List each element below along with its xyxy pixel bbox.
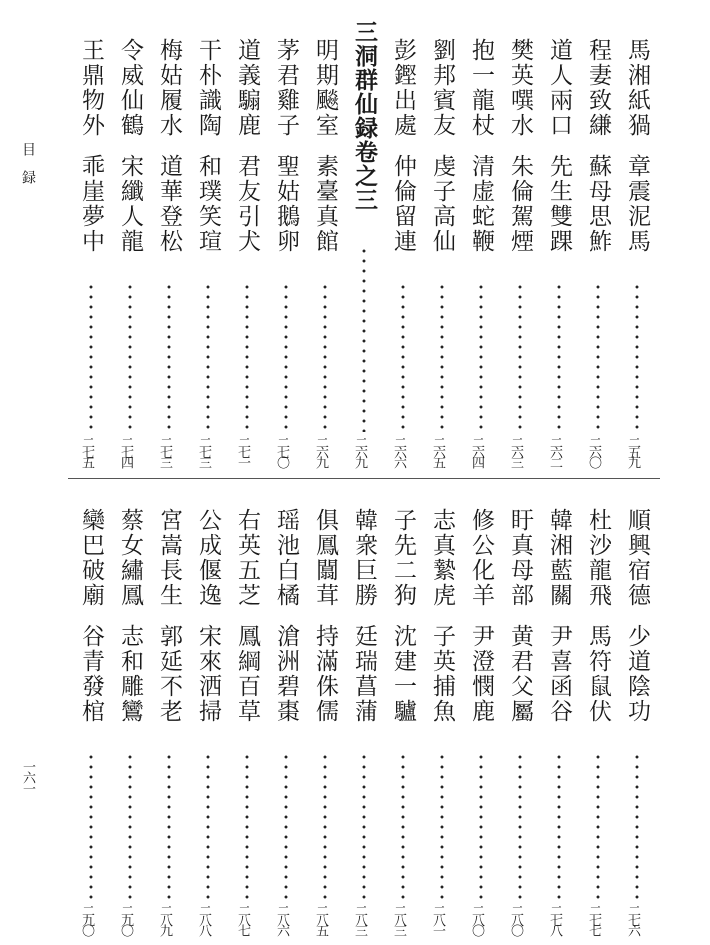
entry-title-b: 滄洲碧棗 xyxy=(273,624,299,724)
entry-title-a: 茅君雞子 xyxy=(273,38,299,138)
leader-dots xyxy=(284,282,288,434)
entry-title-a: 道人兩口 xyxy=(546,38,572,138)
entry-title-a: 彭鏗出處 xyxy=(390,38,416,138)
entry-page: 二七七 xyxy=(586,904,601,934)
entry-title-a: 杜沙龍飛 xyxy=(585,508,611,608)
entry-title-a: 程妻致縑 xyxy=(585,38,611,138)
entry-title-a: 公成偃逸 xyxy=(195,508,221,608)
toc-entry xyxy=(306,484,344,940)
entry-title-a: 馬湘紙猧 xyxy=(624,38,650,138)
leader-dots xyxy=(323,282,327,434)
entry-title-b: 乖崖夢中 xyxy=(78,154,104,254)
toc-entry xyxy=(72,14,110,474)
entry-page: 二八五 xyxy=(313,904,328,934)
entry-title-a: 道義騸鹿 xyxy=(234,38,260,138)
toc-entry xyxy=(423,14,461,474)
entry-title-a: 瑶池白橘 xyxy=(273,508,299,608)
entry-title-a: 樊英噀水 xyxy=(507,38,533,138)
entry-page: 二七一 xyxy=(235,436,250,466)
entry-title-b: 虔子高仙 xyxy=(429,154,455,254)
leader-dots xyxy=(284,752,288,902)
entry-title-b: 清虚蛇鞭 xyxy=(468,154,494,254)
leader-dots xyxy=(128,282,132,434)
entry-title-b: 章震泥馬 xyxy=(624,154,650,254)
leader-dots xyxy=(89,282,93,434)
entry-page: 二八三 xyxy=(391,904,406,934)
toc-entry xyxy=(228,14,266,474)
toc-top-half xyxy=(68,14,660,474)
leader-dots xyxy=(557,752,561,902)
entry-page: 二七八 xyxy=(547,904,562,934)
entry-title-a: 抱一龍杖 xyxy=(468,38,494,138)
toc-entry xyxy=(150,484,188,940)
toc-entry xyxy=(267,484,305,940)
entry-title-b: 仲倫留連 xyxy=(390,154,416,254)
entry-title-a: 修公化羊 xyxy=(468,508,494,608)
entry-page: 二八七 xyxy=(235,904,250,934)
toc-entry xyxy=(228,484,266,940)
toc-entry xyxy=(423,484,461,940)
entry-title-a: 明期飈室 xyxy=(312,38,338,138)
entry-title-b: 馬符鼠伏 xyxy=(585,624,611,724)
toc-entry xyxy=(150,14,188,474)
entry-title-a: 俱鳳闒茸 xyxy=(312,508,338,608)
entry-title-b: 先生雙踝 xyxy=(546,154,572,254)
leader-dots xyxy=(518,752,522,902)
entry-page: 二五九 xyxy=(625,436,640,466)
entry-title-b: 和璞笑瑄 xyxy=(195,154,221,254)
entry-page: 二六二 xyxy=(547,436,562,466)
entry-title-b: 持滿侏儒 xyxy=(312,624,338,724)
toc-entry xyxy=(72,484,110,940)
entry-title-a: 干朴識陶 xyxy=(195,38,221,138)
entry-page: 二八〇 xyxy=(469,904,484,934)
chapter-heading: 三洞群仙録卷之三 xyxy=(351,20,378,212)
entry-title-b: 聖姑鵝卵 xyxy=(273,154,299,254)
leader-dots xyxy=(596,752,600,902)
entry-title-a: 令威仙鶴 xyxy=(117,38,143,138)
leader-dots xyxy=(596,282,600,434)
leader-dots xyxy=(401,752,405,902)
entry-title-a: 志真縶虎 xyxy=(429,508,455,608)
entry-title-b: 少道陰功 xyxy=(624,624,650,724)
entry-page: 二八三 xyxy=(352,904,367,934)
entry-title-b: 宋纖人龍 xyxy=(117,154,143,254)
entry-title-b: 沈建一驢 xyxy=(390,624,416,724)
entry-title-a: 韓衆巨勝 xyxy=(351,508,377,608)
entry-title-b: 君友引犬 xyxy=(234,154,260,254)
entry-page: 二六六 xyxy=(391,436,406,466)
leader-dots xyxy=(479,282,483,434)
entry-title-a: 子先二狗 xyxy=(390,508,416,608)
toc-bottom-half xyxy=(68,484,660,940)
leader-dots xyxy=(635,752,639,902)
entry-page: 二八八 xyxy=(196,904,211,934)
leader-dots xyxy=(89,752,93,902)
entry-page: 二六三 xyxy=(508,436,523,466)
entry-page: 二七〇 xyxy=(274,436,289,466)
entry-title-a: 欒巴破廟 xyxy=(78,508,104,608)
leader-dots xyxy=(440,752,444,902)
entry-page: 二七六 xyxy=(625,904,640,934)
leader-dots xyxy=(245,282,249,434)
entry-title-a: 順興宿德 xyxy=(624,508,650,608)
toc-entry xyxy=(111,14,149,474)
entry-title-a: 韓湘藍關 xyxy=(546,508,572,608)
leader-dots xyxy=(635,282,639,434)
toc-entry xyxy=(189,14,227,474)
leader-dots xyxy=(167,282,171,434)
entry-title-a: 盱真母部 xyxy=(507,508,533,608)
entry-title-b: 黄君父屬 xyxy=(507,624,533,724)
entry-title-b: 鳳綱百草 xyxy=(234,624,260,724)
entry-page: 二九〇 xyxy=(79,904,94,934)
half-divider-rule xyxy=(68,478,660,479)
leader-dots xyxy=(479,752,483,902)
entry-page: 二八〇 xyxy=(508,904,523,934)
leader-dots xyxy=(206,752,210,902)
entry-page: 二八一 xyxy=(430,904,445,934)
toc-entry xyxy=(345,484,383,940)
toc-entry xyxy=(384,484,422,940)
leader-dots xyxy=(557,282,561,434)
entry-page: 二八六 xyxy=(274,904,289,934)
leader-dots xyxy=(362,246,366,432)
entry-page: 二八九 xyxy=(157,904,172,934)
entry-page: 二七四 xyxy=(118,436,133,466)
entry-title-b: 廷瑞菖蒲 xyxy=(351,624,377,724)
entry-title-b: 郭延不老 xyxy=(156,624,182,724)
leader-dots xyxy=(323,752,327,902)
section-label: 目録 xyxy=(20,142,36,198)
toc-entry xyxy=(579,14,617,474)
leader-dots xyxy=(401,282,405,434)
toc-entry xyxy=(462,484,500,940)
leader-dots xyxy=(518,282,522,434)
toc-entry xyxy=(462,14,500,474)
entry-title-b: 谷青發棺 xyxy=(78,624,104,724)
toc-chapter-heading xyxy=(345,14,383,474)
entry-title-a: 右英五芝 xyxy=(234,508,260,608)
toc-entry xyxy=(618,14,656,474)
leader-dots xyxy=(440,282,444,434)
toc-entry xyxy=(579,484,617,940)
entry-page: 二七五 xyxy=(79,436,94,466)
toc-entry xyxy=(618,484,656,940)
toc-entry xyxy=(306,14,344,474)
entry-title-a: 劉邦賓友 xyxy=(429,38,455,138)
leader-dots xyxy=(362,752,366,902)
entry-title-a: 蔡女繡鳳 xyxy=(117,508,143,608)
toc-entry xyxy=(111,484,149,940)
toc-entry xyxy=(540,14,578,474)
entry-page: 二六九 xyxy=(313,436,328,466)
toc-entry xyxy=(267,14,305,474)
entry-page: 二六四 xyxy=(469,436,484,466)
entry-page: 二七三 xyxy=(196,436,211,466)
entry-page: 二六〇 xyxy=(586,436,601,466)
leader-dots xyxy=(245,752,249,902)
entry-title-b: 朱倫駕煙 xyxy=(507,154,533,254)
entry-page: 二九〇 xyxy=(118,904,133,934)
entry-page: 二六五 xyxy=(430,436,445,466)
leader-dots xyxy=(128,752,132,902)
toc-entry xyxy=(189,484,227,940)
toc-entry xyxy=(501,14,539,474)
entry-title-a: 王鼎物外 xyxy=(78,38,104,138)
entry-title-b: 道華登松 xyxy=(156,154,182,254)
leader-dots xyxy=(206,282,210,434)
entry-title-b: 宋來洒掃 xyxy=(195,624,221,724)
folio-page-number: 一六一 xyxy=(20,760,35,793)
leader-dots xyxy=(167,752,171,902)
toc-entry xyxy=(384,14,422,474)
entry-title-a: 梅姑履水 xyxy=(156,38,182,138)
entry-title-b: 素臺真館 xyxy=(312,154,338,254)
entry-title-b: 尹澄憫鹿 xyxy=(468,624,494,724)
toc-entry xyxy=(501,484,539,940)
entry-title-b: 子英捕魚 xyxy=(429,624,455,724)
toc-entry xyxy=(540,484,578,940)
entry-title-a: 宮嵩長生 xyxy=(156,508,182,608)
entry-title-b: 蘇母思鮓 xyxy=(585,154,611,254)
entry-page: 二六九 xyxy=(352,436,367,466)
entry-title-b: 尹喜函谷 xyxy=(546,624,572,724)
entry-page: 二七三 xyxy=(157,436,172,466)
entry-title-b: 志和雕鸞 xyxy=(117,624,143,724)
